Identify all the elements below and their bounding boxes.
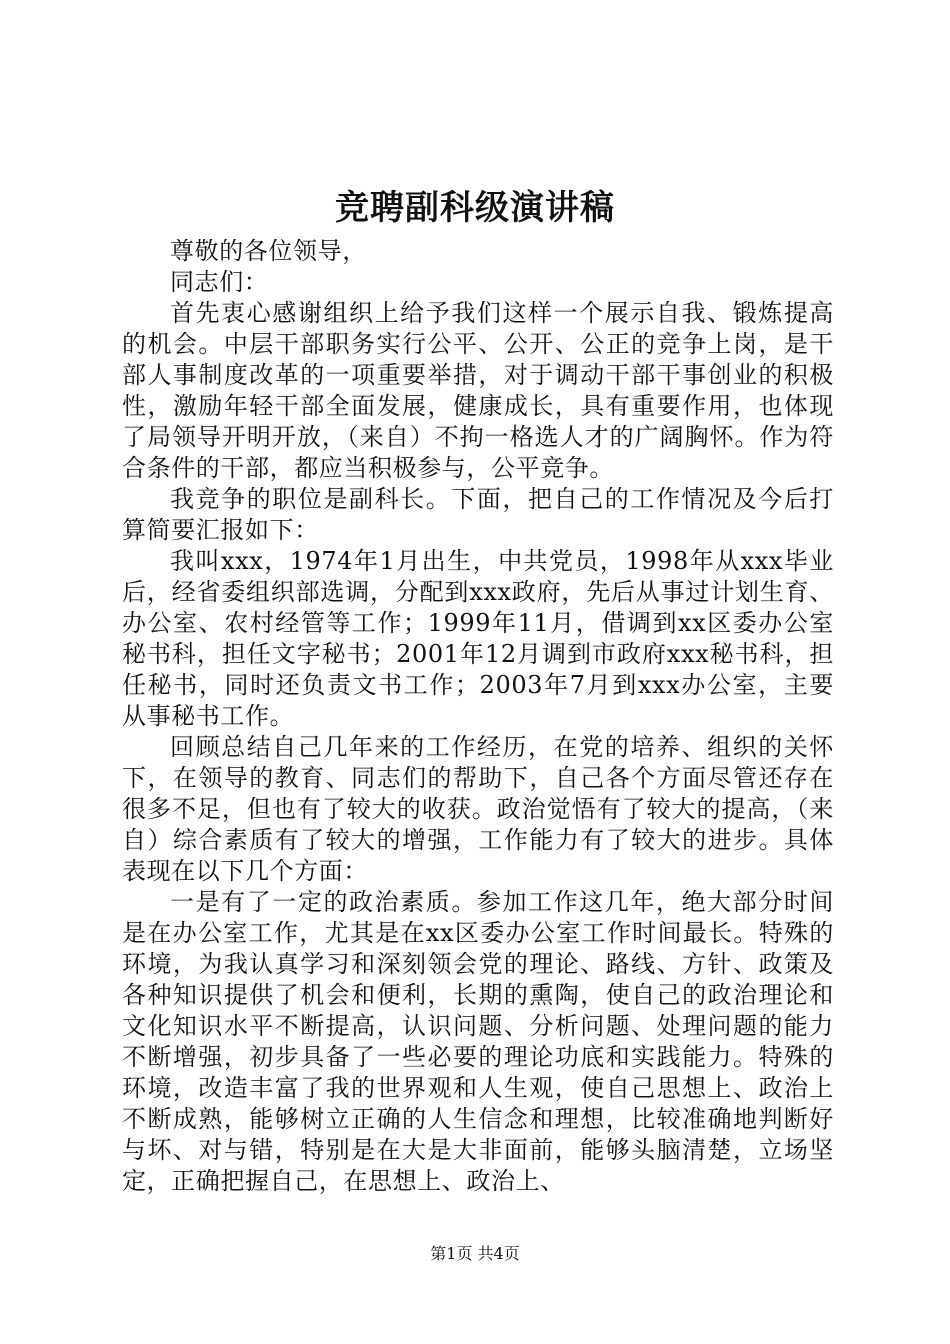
paragraph-position: 我竞争的职位是副科长。下面，把自己的工作情况及今后打算简要汇报如下：	[122, 485, 834, 544]
salutation-comrades: 同志们：	[170, 268, 269, 296]
salutation-leaders: 尊敬的各位领导，	[170, 237, 367, 265]
document-body	[122, 236, 834, 1197]
paragraph-political-quality: 一是有了一定的政治素质。参加工作这几年，绝大部分时间是在办公室工作，尤其是在xx区委办公室工作时间最长。特殊的环境，为我认真学习和深刻领会党的理论、路线、方针、政策及各种知识提供了机会和便利，长期的熏陶，使自己的政治理论和文化知识水平不断提高，认识问题、分析问题、处理问题的能力不断增强，初步具备了一些必要的理论功底和实践能力。特殊的环境，改造丰富了我的世界观和人生观，使自己思想上、政治上不断成熟，能够树立正确的人生信念和理想，比较准确地判断好与坏、对与错，特别是在大是大非面前，能够头脑清楚，立场坚定，正确把握自己，在思想上、政治上、	[122, 888, 834, 1195]
paragraph-review: 回顾总结自己几年来的工作经历，在党的培养、组织的关怀下，在领导的教育、同志们的帮助下，自己各个方面尽管还存在很多不足，但也有了较大的收获。政治觉悟有了较大的提高，（来自）综合素质有了较大的增强，工作能力有了较大的进步。具体表现在以下几个方面：	[122, 733, 834, 885]
paragraph-opening: 首先衷心感谢组织上给予我们这样一个展示自我、锻炼提高的机会。中层干部职务实行公平、公开、公正的竞争上岗，是干部人事制度改革的一项重要举措，对于调动干部干事创业的积极性，激励年轻干部全面发展，健康成长，具有重要作用，也体现了局领导开明开放，（来自）不拘一格选人才的广阔胸怀。作为符合条件的干部，都应当积极参与，公平竞争。	[122, 299, 834, 482]
document-title: 竞聘副科级演讲稿	[335, 188, 615, 228]
paragraph-background: 我叫xxx，1974年1月出生，中共党员，1998年从xxx毕业后，经省委组织部选调，分配到xxx政府，先后从事过计划生育、办公室、农村经管等工作；1999年11月，借调到xx区委办公室秘书科，担任文字秘书；2001年12月调到市政府xxx秘书科，担任秘书，同时还负责文书工作；2003年7月到xxx办公室，主要从事秘书工作。	[122, 547, 834, 730]
page-number-footer: 第1页 共4页	[430, 1244, 520, 1263]
